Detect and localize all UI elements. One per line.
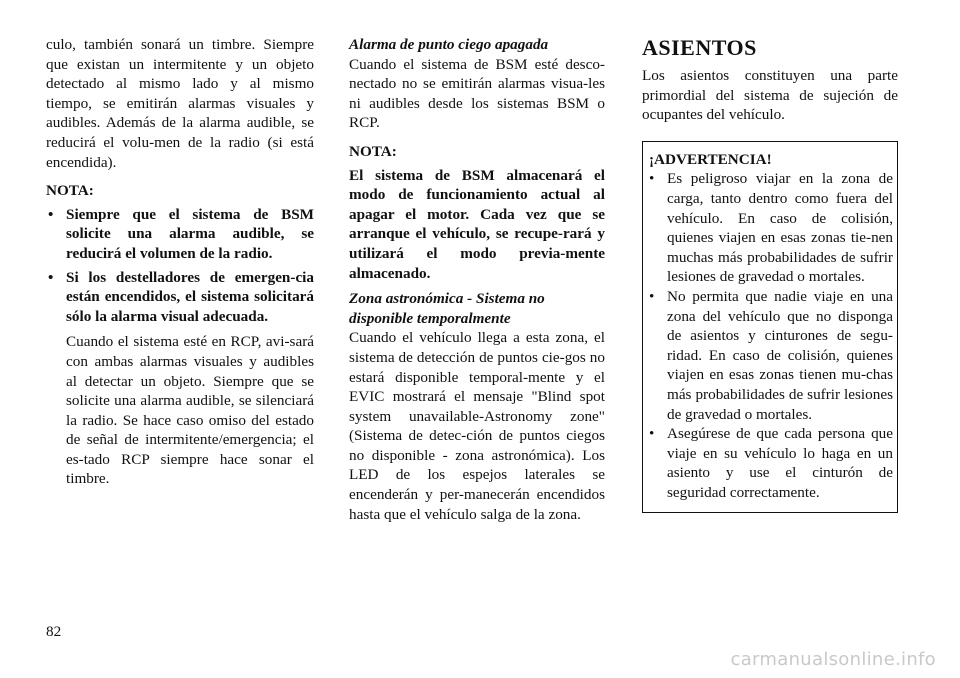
subheading-astronomy-zone: Zona astronómica - Sistema no disponible temporalmente: [349, 290, 545, 327]
watermark: carmanualsonline.info: [730, 649, 936, 670]
warning-title: ¡ADVERTENCIA!: [649, 150, 772, 168]
section-title: ASIENTOS: [642, 35, 757, 60]
indented-paragraph: Cuando el sistema esté en RCP, avi-sará con ambas alarmas visuales y audibles al detectar un objeto. Siempre que se solicite una alarma audible, se silenciará la radio. Se hace caso omiso del estado de señal de intermitente/emergencia; el es-tado RCP siempre hace sonar el timbre.: [66, 333, 314, 488]
column-middle: [349, 35, 605, 524]
page-number: 82: [46, 623, 62, 640]
paragraph: Cuando el vehículo llega a esta zona, el sistema de detección de puntos cie-gos no estará disponible temporal-mente y el EVIC mostrará el mensaje "Blind spot system unavailable-Astronomy zone" (Sistema de detec-ción de puntos ciegos no disponible - zona astronómica). Los LED de los espejos laterales se encenderán y per-manecerán encendidos hasta que el vehículo salga de la zona.: [349, 329, 605, 523]
note-label: NOTA:: [46, 182, 94, 200]
warning-item: • Asegúrese de que cada persona que viaje en su vehículo lo haga en un asiento y use el cinturón de seguridad correctamente.: [649, 424, 893, 502]
column-right: [642, 35, 898, 513]
bold-note-paragraph: El sistema de BSM almacenará el modo de funcionamiento actual al apagar el motor. Cada vez que se arranque el vehículo, se recupe-rará y utilizará el modo previa-mente almacenado.: [349, 166, 605, 282]
column-left: [46, 35, 314, 489]
subheading-blind-spot-off: Alarma de punto ciego apagada: [349, 36, 549, 53]
warning-bullet-list: [649, 169, 893, 502]
warning-item: • No permita que nadie viaje en una zona del vehículo que no disponga de asientos y cinturones de segu-ridad. En caso de colisión, quienes viajen en esas zonas tienen mu-chas más probabilidades de sufrir lesiones de gravedad o mortales.: [649, 287, 893, 424]
bullet-item: • Siempre que el sistema de BSM solicite una alarma audible, se reducirá el volumen de la radio.: [46, 205, 314, 264]
paragraph: Cuando el sistema de BSM esté desco-nectado no se emitirán alarmas visua-les ni audibles desde los sistemas BSM o RCP.: [349, 55, 605, 132]
paragraph: culo, también sonará un timbre. Siempre que existan un intermitente y un objeto detectado al mismo lado y al mismo tiempo, se emitirán alarmas visuales y audibles. Además de la alarma audible, se reducirá el volu-men de la radio (si está encendida).: [46, 36, 314, 171]
note-bullet-list: [46, 205, 314, 327]
intro-paragraph: Los asientos constituyen una parte primordial del sistema de sujeción de ocupantes del vehículo.: [642, 67, 898, 124]
note-label: NOTA:: [349, 142, 397, 160]
warning-box: [642, 141, 898, 514]
bullet-item: • Si los destelladores de emergen-cia están encendidos, el sistema solicitará sólo la alarma visual adecuada.: [46, 268, 314, 327]
warning-item: • Es peligroso viajar en la zona de carga, tanto dentro como fuera del vehículo. En caso de colisión, quienes viajen en esas zonas tie-nen muchas más probabilidades de sufrir lesiones de gravedad o mortales.: [649, 169, 893, 287]
